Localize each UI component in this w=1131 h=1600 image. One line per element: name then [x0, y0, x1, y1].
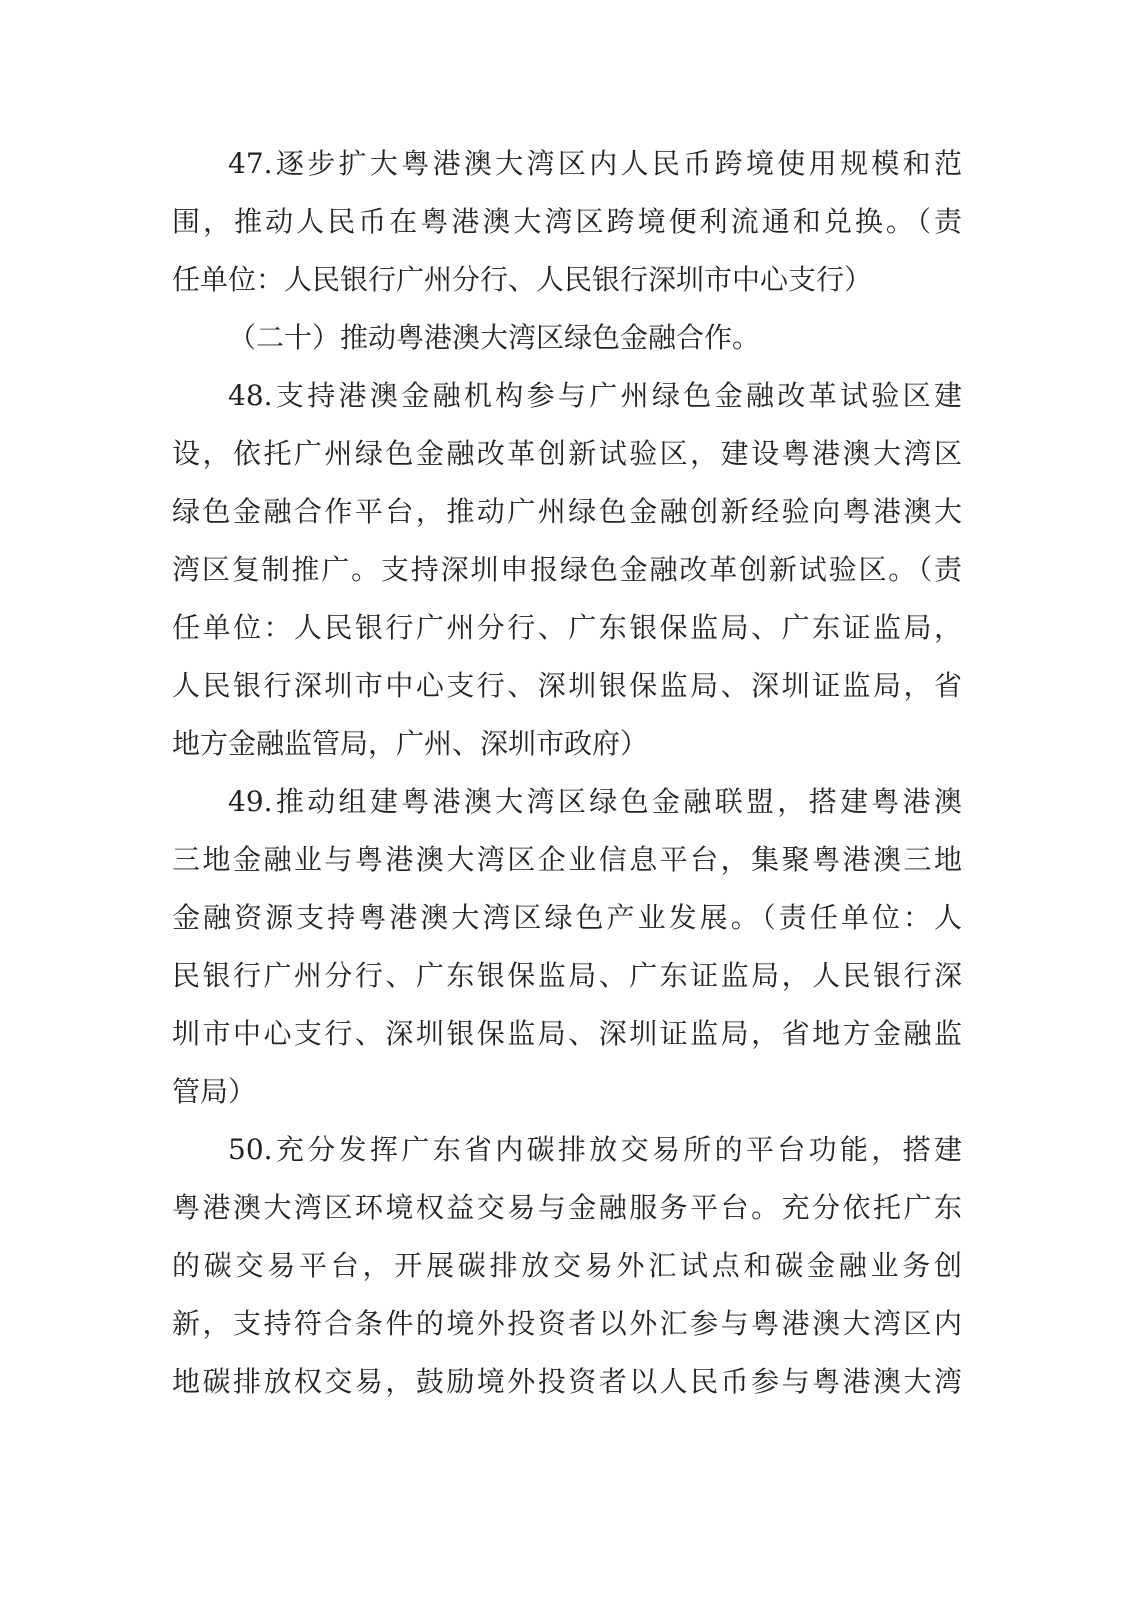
text-line: 人民银行深圳市中心支行、深圳银保监局、深圳证监局，省	[172, 669, 962, 702]
text-line: 50.充分发挥广东省内碳排放交易所的平台功能，搭建	[228, 1133, 962, 1166]
text-line: 47.逐步扩大粤港澳大湾区内人民币跨境使用规模和范	[228, 147, 962, 180]
text-line: 管局）	[172, 1075, 257, 1108]
text-line: 48.支持港澳金融机构参与广州绿色金融改革试验区建	[228, 379, 962, 412]
text-line: 地碳排放权交易，鼓励境外投资者以人民币参与粤港澳大湾	[172, 1365, 962, 1398]
text-line: 民银行广州分行、广东银保监局、广东证监局，人民银行深	[172, 959, 962, 992]
text-line: 三地金融业与粤港澳大湾区企业信息平台，集聚粤港澳三地	[172, 843, 962, 876]
text-line: 任单位：人民银行广州分行、广东银保监局、广东证监局，	[172, 611, 962, 644]
text-line: 49.推动组建粤港澳大湾区绿色金融联盟，搭建粤港澳	[228, 785, 962, 818]
text-line: 地方金融监管局，广州、深圳市政府）	[172, 727, 649, 760]
text-line: 围，推动人民币在粤港澳大湾区跨境便利流通和兑换。（责	[172, 205, 962, 238]
text-line: 圳市中心支行、深圳银保监局、深圳证监局，省地方金融监	[172, 1017, 962, 1050]
text-line: 湾区复制推广。支持深圳申报绿色金融改革创新试验区。（责	[172, 553, 962, 586]
text-line: 设，依托广州绿色金融改革创新试验区，建设粤港澳大湾区	[172, 437, 962, 470]
text-line: 粤港澳大湾区环境权益交易与金融服务平台。充分依托广东	[172, 1191, 962, 1224]
text-line: 新，支持符合条件的境外投资者以外汇参与粤港澳大湾区内	[172, 1307, 962, 1340]
text-line: 绿色金融合作平台，推动广州绿色金融创新经验向粤港澳大	[172, 495, 962, 528]
text-line: 的碳交易平台，开展碳排放交易外汇试点和碳金融业务创	[172, 1249, 962, 1282]
text-line: 金融资源支持粤港澳大湾区绿色产业发展。（责任单位：人	[172, 901, 962, 934]
section-heading: （二十）推动粤港澳大湾区绿色金融合作。	[228, 321, 761, 354]
text-line: 任单位：人民银行广州分行、人民银行深圳市中心支行）	[172, 263, 873, 296]
